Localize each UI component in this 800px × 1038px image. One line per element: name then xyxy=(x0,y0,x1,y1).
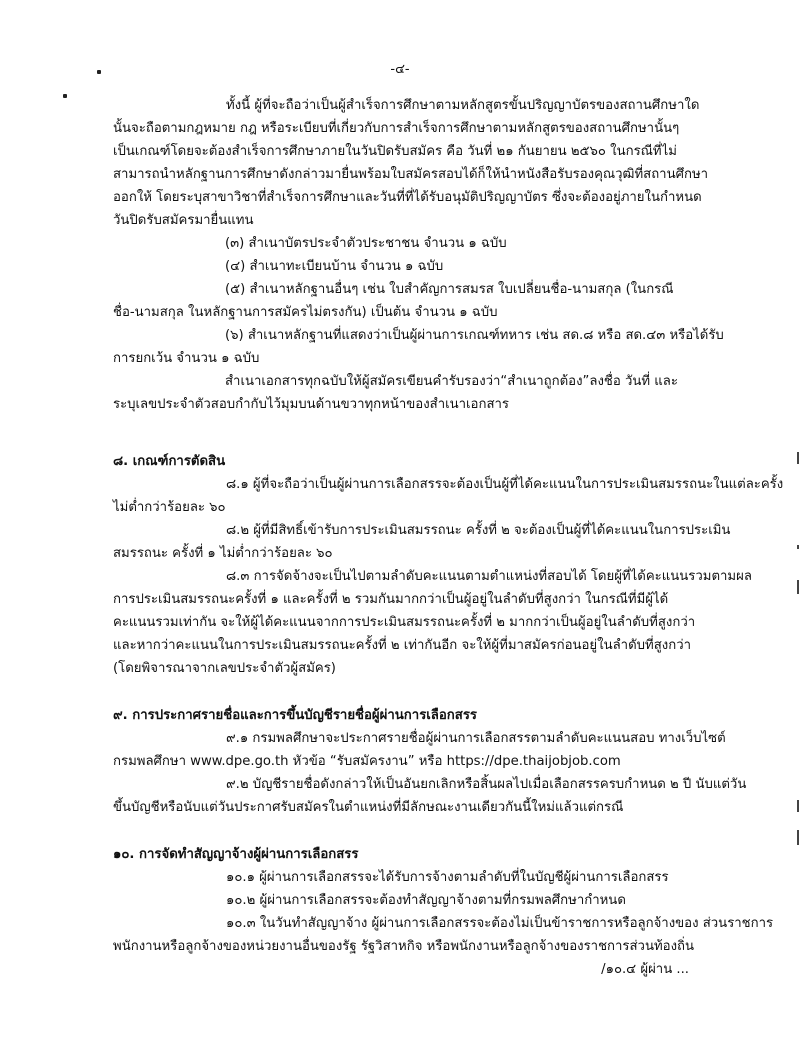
section-heading: ๙. การประกาศรายชื่อและการขึ้นบัญชีรายชื่อผู้ผ่านการเลือกสรร xyxy=(113,708,477,723)
text-line: ทั้งนี้ ผู้ที่จะถือว่าเป็นผู้สำเร็จการศึกษาตามหลักสูตรขั้นปริญญาบัตรของสถานศึกษาใด xyxy=(226,98,700,113)
text-line: ๑๐.๑ ผู้ผ่านการเลือกสรรจะได้รับการจ้างตามลำดับที่ในบัญชีผู้ผ่านการเลือกสรร xyxy=(226,870,669,885)
scan-edge-mark xyxy=(797,452,799,464)
continuation-marker: /๑๐.๔ ผู้ผ่าน ... xyxy=(601,962,689,977)
text-line: ๑๐.๒ ผู้ผ่านการเลือกสรรจะต้องทำสัญญาจ้างตามที่กรมพลศึกษากำหนด xyxy=(226,893,626,908)
text-line: ไม่ต่ำกว่าร้อยละ ๖๐ xyxy=(113,500,226,515)
text-line: สามารถนำหลักฐานการศึกษาดังกล่าวมายื่นพร้อมใบสมัครสอบได้ก็ให้นำหนังสือรับรองคุณวุฒิที่สถานศึกษา xyxy=(113,167,709,182)
scan-edge-mark xyxy=(797,830,799,845)
text-line: ๘.๑ ผู้ที่จะถือว่าเป็นผู้ผ่านการเลือกสรรจะต้องเป็นผู้ที่ได้คะแนนในการประเมินสมรรถนะในแต่ละครั้ง xyxy=(226,477,784,492)
text-line: (โดยพิจารณาจากเลขประจำตัวผู้สมัคร) xyxy=(113,661,336,676)
document-item-continued: การยกเว้น จำนวน ๑ ฉบับ xyxy=(113,351,260,366)
text-line: เป็นเกณฑ์โดยจะต้องสำเร็จการศึกษาภายในวันปิดรับสมัคร คือ วันที่ ๒๑ กันยายน ๒๕๖๐ ในกรณีที่ไม่ xyxy=(113,144,677,159)
text-line-with-links: กรมพลศึกษา www.dpe.go.th หัวข้อ “รับสมัครงาน” หรือ https://dpe.thaijobjob.com xyxy=(113,754,621,769)
scan-edge-mark xyxy=(797,800,799,812)
section-10 xyxy=(113,843,774,981)
document-item: (๖) สำเนาหลักฐานที่แสดงว่าเป็นผู้ผ่านการเกณฑ์ทหาร เช่น สด.๘ หรือ สด.๔๓ หรือได้รับ xyxy=(225,328,724,343)
document-item: (๓) สำเนาบัตรประจำตัวประชาชน จำนวน ๑ ฉบับ xyxy=(225,236,507,251)
section-8 xyxy=(113,450,784,680)
page-number: -๔- xyxy=(390,62,410,77)
text-line: ๘.๒ ผู้ที่มีสิทธิ์เข้ารับการประเมินสมรรถนะ ครั้งที่ ๒ จะต้องเป็นผู้ที่ได้คะแนนในการประเมิน xyxy=(226,523,731,538)
text-line: และหากว่าคะแนนในการประเมินสมรรถนะครั้งที่ ๒ เท่ากันอีก จะให้ผู้ที่มาสมัครก่อนอยู่ในลำดับที่สูงกว่า xyxy=(113,638,692,653)
document-item: (๔) สำเนาทะเบียนบ้าน จำนวน ๑ ฉบับ xyxy=(225,259,444,274)
text-line: สมรรถนะ ครั้งที่ ๑ ไม่ต่ำกว่าร้อยละ ๖๐ xyxy=(113,546,333,561)
certify-note: สำเนาเอกสารทุกฉบับให้ผู้สมัครเขียนคำรับรองว่า“สำเนาถูกต้อง”ลงชื่อ วันที่ และ xyxy=(225,374,678,389)
certify-note: ระบุเลขประจำตัวสอบกำกับไว้มุมบนด้านขวาทุกหน้าของสำเนาเอกสาร xyxy=(113,397,509,412)
section-heading: ๘. เกณฑ์การตัดสิน xyxy=(113,454,226,469)
document-item: (๕) สำเนาหลักฐานอื่นๆ เช่น ใบสำคัญการสมรส ใบเปลี่ยนชื่อ-นามสกุล (ในกรณี xyxy=(225,282,674,297)
text-line: ๑๐.๓ ในวันทำสัญญาจ้าง ผู้ผ่านการเลือกสรรจะต้องไม่เป็นข้าราชการหรือลูกจ้างของ ส่วนราชการ xyxy=(226,916,774,931)
section-9 xyxy=(113,704,747,819)
text-line: ๙.๑ กรมพลศึกษาจะประกาศรายชื่อผู้ผ่านการเลือกสรรตามลำดับคะแนนสอบ ทางเว็บไซต์ xyxy=(226,731,726,746)
intro-paragraph xyxy=(113,94,724,416)
scan-edge-mark xyxy=(797,580,799,594)
document-item-continued: ชื่อ-นามสกุล ในหลักฐานการสมัครไม่ตรงกัน) เป็นต้น จำนวน ๑ ฉบับ xyxy=(113,305,498,320)
scan-speck xyxy=(63,94,67,98)
section-heading: ๑๐. การจัดทำสัญญาจ้างผู้ผ่านการเลือกสรร xyxy=(113,847,359,862)
text-line: วันปิดรับสมัครมายื่นแทน xyxy=(113,213,254,228)
text-line: ๙.๒ บัญชีรายชื่อดังกล่าวให้เป็นอันยกเลิกหรือสิ้นผลไปเมื่อเลือกสรรครบกำหนด ๒ ปี นับแต่วัน xyxy=(226,777,747,792)
text-line: ขึ้นบัญชีหรือนับแต่วันประกาศรับสมัครในตำแหน่งที่มีลักษณะงานเดียวกันนี้ใหม่แล้วแต่กรณี xyxy=(113,800,624,815)
text-line: คะแนนรวมเท่ากัน จะให้ผู้ได้คะแนนจากการประเมินสมรรถนะครั้งที่ ๒ มากกว่าเป็นผู้อยู่ในลำดับที่สูงกว่า xyxy=(113,615,696,630)
text-line: พนักงานหรือลูกจ้างของหน่วยงานอื่นของรัฐ รัฐวิสาหกิจ หรือพนักงานหรือลูกจ้างของราชการส่วนท้องถิ่น xyxy=(113,939,695,954)
text-line: ออกให้ โดยระบุสาขาวิชาที่สำเร็จการศึกษาและวันที่ที่ได้รับอนุมัติปริญญาบัตร ซึ่งจะต้องอยู่ภายในกำหนด xyxy=(113,190,702,205)
scan-edge-mark xyxy=(797,545,799,549)
text-line: การประเมินสมรรถนะครั้งที่ ๑ และครั้งที่ ๒ รวมกันมากกว่าเป็นผู้อยู่ในลำดับที่สูงกว่า ในกรณีที่มีผู้ได้ xyxy=(113,592,669,607)
text-line: ๘.๓ การจัดจ้างจะเป็นไปตามลำดับคะแนนตามตำแหน่งที่สอบได้ โดยผู้ที่ได้คะแนนรวมตามผล xyxy=(226,569,752,584)
text-line: นั้นจะถือตามกฎหมาย กฎ หรือระเบียบที่เกี่ยวกับการสำเร็จการศึกษาตามหลักสูตรของสถานศึกษานั้นๆ xyxy=(113,121,680,136)
